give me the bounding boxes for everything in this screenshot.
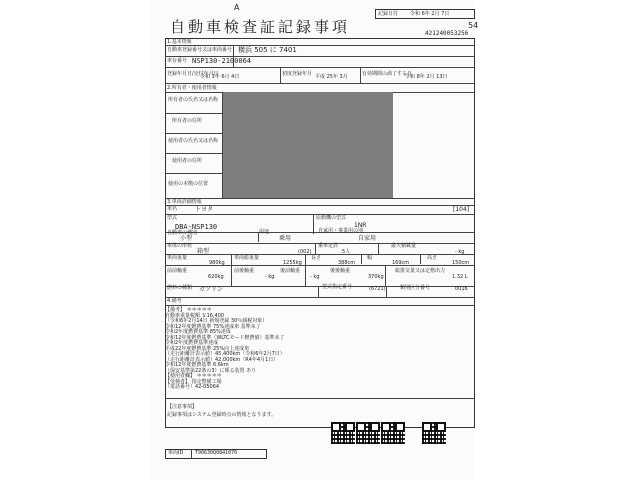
model-spec-value: (6721) — [369, 286, 386, 292]
divider — [305, 254, 306, 286]
front-axle-label: 前前軸重 — [167, 268, 188, 274]
redaction-block — [223, 92, 393, 198]
divider — [165, 198, 475, 199]
category-label: 類別区分番号 — [400, 285, 431, 291]
displacement-value: 1.32 L — [452, 274, 468, 280]
weight-label: 車両重量 — [167, 255, 188, 261]
max-load-label: 最大積載量 — [391, 243, 417, 249]
max-load-value: - kg — [455, 249, 465, 255]
gross-value: 1255kg — [283, 260, 302, 266]
remarks-line: （令和6年2月14日 新規登録 30％減税対象） — [165, 318, 268, 324]
length-label: 長さ — [311, 255, 322, 261]
first-year-label: 初度登録年月 — [282, 71, 313, 77]
model-spec-label: 型式指定番号 — [322, 284, 353, 290]
weight-value: 980kg — [209, 260, 225, 266]
page-title: 自動車検査証記録事項 — [170, 18, 351, 36]
body-label: 車体の形状 — [167, 243, 193, 249]
qr-code — [356, 422, 380, 444]
remarks-text — [165, 308, 285, 391]
print-date-value: 令和 6年 2月 7日 — [410, 11, 450, 17]
model-label: 型式 — [167, 215, 178, 221]
top-mark: A — [234, 3, 240, 12]
divider — [191, 449, 192, 459]
vehicle-id-label: 車両ID — [168, 450, 184, 456]
fuel-value: ガソリン — [199, 286, 224, 293]
remarks-line: 【備考】 ＊＊＊＊＊ — [165, 307, 212, 313]
print-date-label: 記録日付 — [378, 11, 399, 17]
document-number: 421240053256 — [425, 30, 469, 37]
divider — [165, 133, 223, 134]
divider — [165, 297, 475, 298]
remarks-line: 令和12年度燃費基準 6.6km — [165, 362, 229, 368]
divider — [378, 243, 379, 254]
rear1-axle-label: 後前軸重 — [280, 268, 301, 274]
remarks-line: 令和12年度燃費基準（WLTCモード燃費値）基準未了 — [165, 334, 285, 341]
capacity-value: 5人 — [342, 249, 351, 255]
class-value: 小型 — [180, 235, 193, 242]
body-value: 箱型 — [197, 248, 210, 255]
maker-code: [104] — [453, 206, 470, 213]
gross-label: 車両総重量 — [234, 255, 260, 261]
vehicle-id-value: T90630Q0841070 — [195, 450, 238, 456]
first-year-value: 平成 25年 3月 — [315, 74, 348, 80]
divider — [165, 113, 223, 114]
first-reg-label: 登録年月日/交付年月日 — [167, 71, 219, 77]
vin-label: 車台番号 — [167, 58, 188, 64]
divider — [165, 265, 475, 266]
displacement-label: 総排気量又は定格出力 — [395, 268, 446, 274]
divider — [165, 398, 475, 399]
height-value: 150cm — [452, 260, 470, 266]
height-label: 高さ — [427, 255, 438, 261]
use-label: 用途 — [259, 229, 270, 235]
corner-mark: 54 — [468, 21, 479, 30]
divider — [420, 254, 421, 264]
user-address-label: 使用者の住所 — [172, 158, 203, 164]
section2-heading: 2.所有者・使用者情報 — [167, 85, 217, 91]
remarks-line: 【使用者欄】 ＊＊＊＊＊ — [165, 373, 222, 379]
qr-code — [331, 422, 355, 444]
front2-axle-value: - kg — [265, 274, 275, 280]
class-label: 自動車の種別 — [167, 230, 198, 236]
section1-heading: 1.基本情報 — [167, 39, 192, 45]
section3-heading: 3.車両詳細情報 — [167, 199, 202, 205]
remarks-line: 自動車重量税額 ￥16,400 — [165, 312, 225, 319]
width-label: 幅 — [367, 255, 373, 261]
divider — [360, 67, 361, 83]
rear2-axle-value: 370kg — [368, 274, 384, 280]
rear1-axle-value: - kg — [310, 274, 320, 280]
qr-code — [422, 422, 446, 444]
plate-value: 横浜 505 に 7401 — [238, 46, 297, 54]
expiry-value: 令和 8年 2月 13日 — [405, 74, 448, 80]
owner-address-label: 所有者の住所 — [172, 118, 203, 124]
owner-name-label: 所有者の氏名又は名称 — [168, 97, 219, 103]
private-value: 自家用 — [358, 235, 377, 242]
base-label: 使用の本拠の位置 — [168, 181, 209, 187]
use-value: 乗用 — [279, 235, 292, 242]
footer-heading: 【注意事項】 — [167, 404, 198, 410]
remarks-line: （電話番号）42-05064 — [165, 384, 220, 390]
remarks-line: 令和12年度燃費基準 75%達成車 基準未了 — [165, 323, 261, 330]
divider — [165, 67, 475, 68]
expiry-label: 有効期間の満了する日 — [362, 71, 413, 77]
remarks-line: （走行距離計表示値）45,400km（令和6年2月7日） — [165, 351, 285, 357]
divider — [313, 214, 314, 234]
divider — [165, 173, 223, 174]
first-reg-value: 令和 1年 6月 4日 — [200, 74, 240, 80]
capacity-label: 乗車定員 — [318, 243, 339, 249]
rear2-axle-label: 後後軸重 — [330, 268, 351, 274]
plate-label: 自動車登録番号又は車両番号 — [167, 47, 233, 53]
user-name-label: 使用者の氏名又は名称 — [168, 138, 219, 144]
divider — [315, 243, 316, 254]
section4-heading: 4.備考 — [167, 298, 182, 304]
remarks-line: （保安基準第22条の3）に係る装置 あり — [165, 367, 257, 374]
divider — [165, 153, 223, 154]
front-axle-value: 620kg — [208, 274, 224, 280]
divider — [361, 254, 362, 264]
vin-value: NSP130-2100064 — [192, 57, 252, 65]
body-code: (002) — [298, 249, 312, 255]
divider — [386, 286, 387, 297]
maker-label: 車名 — [167, 206, 178, 212]
divider — [280, 67, 281, 83]
footer-note: 記録事項はシステム登録時点の情報となります。 — [167, 412, 277, 418]
divider — [165, 305, 475, 306]
divider — [385, 265, 386, 286]
remarks-line: 令和2年度燃費基準 85%達成 — [165, 329, 231, 335]
fuel-label: 燃料の種類 — [167, 285, 193, 291]
width-value: 169cm — [392, 260, 410, 266]
model-value: DBA-NSP130 — [175, 223, 218, 231]
divider — [231, 254, 232, 286]
maker-value: トヨタ — [195, 206, 214, 213]
remarks-line: 【受検者】 指定整備工場 — [165, 378, 222, 385]
remarks-line: 平成22年度燃費基準 25%向上達成車 — [165, 345, 250, 352]
category-value: 0016 — [455, 286, 468, 292]
divider — [165, 45, 475, 46]
private-label: 自家用・事業用の別 — [318, 228, 364, 234]
divider — [165, 83, 475, 84]
qr-code — [381, 422, 405, 444]
engine-label: 原動機の型式 — [316, 215, 347, 221]
remarks-line: （走行距離計表示値）42,000km（R4年4月1日） — [165, 356, 279, 363]
length-value: 388cm — [338, 260, 356, 266]
front2-axle-label: 前後軸重 — [234, 268, 255, 274]
engine-value: 1NR — [354, 222, 367, 229]
remarks-line: 令和2年度燃費基準達成 — [165, 340, 219, 346]
divider — [318, 286, 319, 297]
